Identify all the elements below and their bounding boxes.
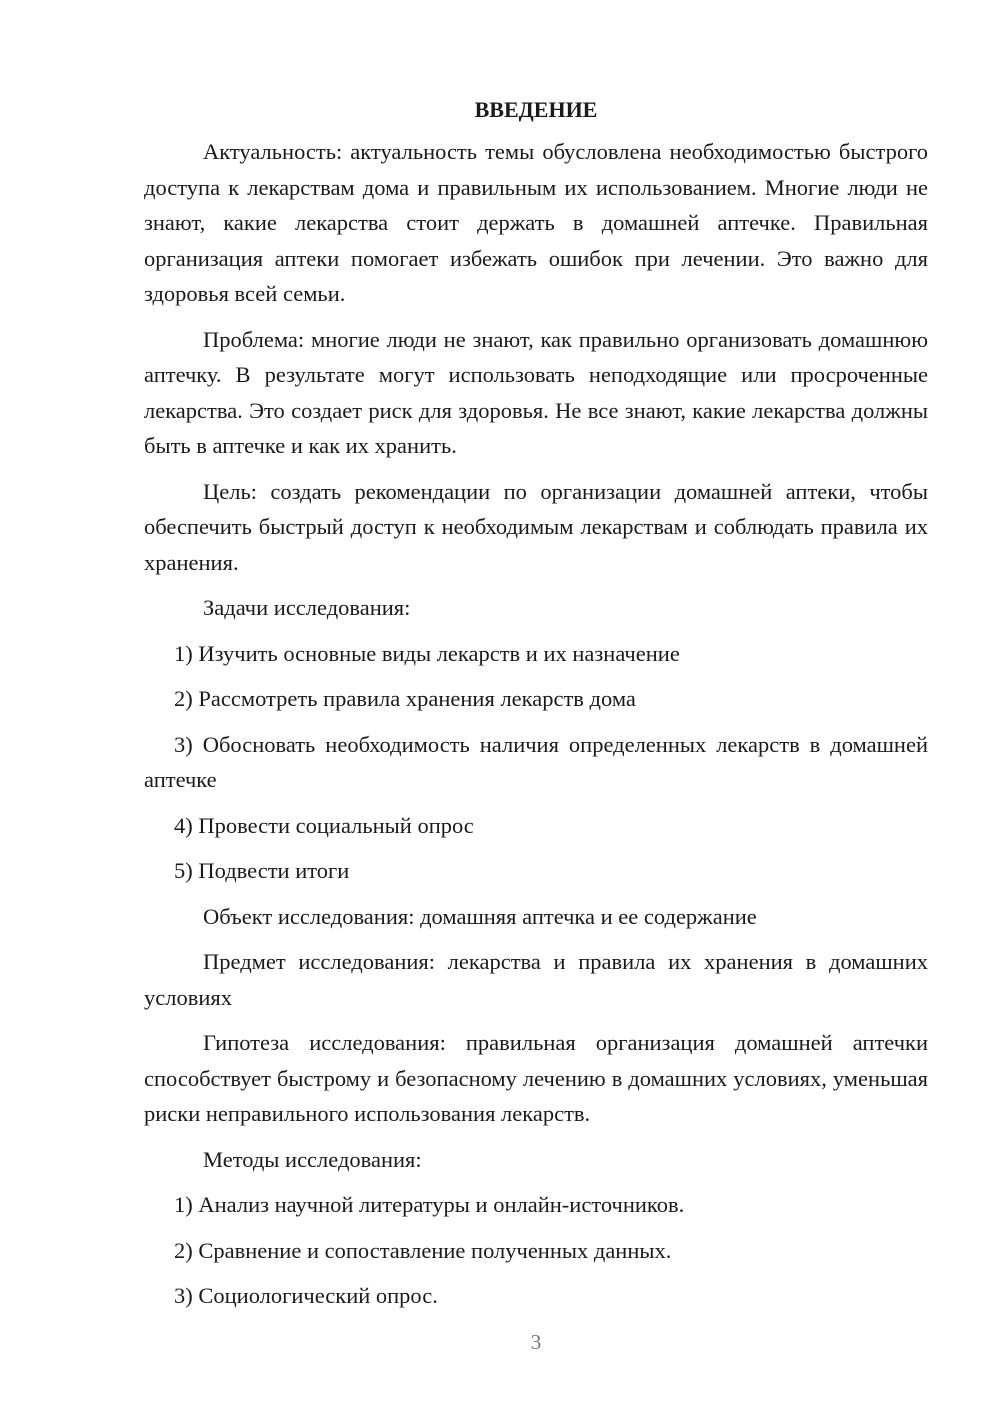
task-item-5: 5) Подвести итоги [174, 858, 350, 883]
paragraph-goal: Цель: создать рекомендации по организации домашней аптеки, чтобы обеспечить быстрый доступ к необходимым лекарствам и соблюдать правила их хранения. [144, 478, 928, 575]
paragraph-methods-heading: Методы исследования: [203, 1146, 422, 1172]
paragraph-tasks-heading: Задачи исследования: [203, 595, 411, 620]
paragraph-hypothesis: Гипотеза исследования: правильная организация домашней аптечки способствует быстрому и безопасному лечению в домашних условиях, уменьшая риски неправильного использования лекарств. [144, 1030, 928, 1126]
task-item-3: 3) Обосновать необходимость наличия определенных лекарств в домашней аптечке [144, 731, 928, 792]
section-title: ВВЕДЕНИЕ [474, 97, 598, 122]
paragraph-problem: Проблема: многие люди не знают, как правильно организовать домашнюю аптечку. В результате могут использовать неподходящие или просроченные лекарства. Это создает риск для здоровья. Не все знают, какие лекарства должны быть в аптечке и как их хранить. [144, 326, 928, 458]
method-item-2: 2) Сравнение и сопоставление полученных данных. [174, 1237, 672, 1263]
method-item-1: 1) Анализ научной литературы и онлайн-источников. [174, 1192, 685, 1217]
paragraph-subject: Предмет исследования: лекарства и правила их хранения в домашних условиях [144, 949, 928, 1010]
task-item-4: 4) Провести социальный опрос [174, 812, 474, 838]
paragraph-relevance: Актуальность: актуальность темы обусловлена необходимостью быстрого доступа к лекарствам дома и правильным их использованием. Многие люди не знают, какие лекарства стоит держать в домашней аптечке. Правильная организация аптеки помогает избежать ошибок при лечении. Это важно для здоровья всей семьи. [144, 139, 928, 306]
task-item-1: 1) Изучить основные виды лекарств и их назначение [174, 640, 680, 666]
task-item-2: 2) Рассмотреть правила хранения лекарств дома [174, 686, 636, 711]
paragraph-object: Объект исследования: домашняя аптечка и ее содержание [203, 903, 757, 929]
document-page [144, 92, 928, 1314]
page-number: 3 [530, 1330, 542, 1354]
method-item-3: 3) Социологический опрос. [174, 1283, 438, 1308]
